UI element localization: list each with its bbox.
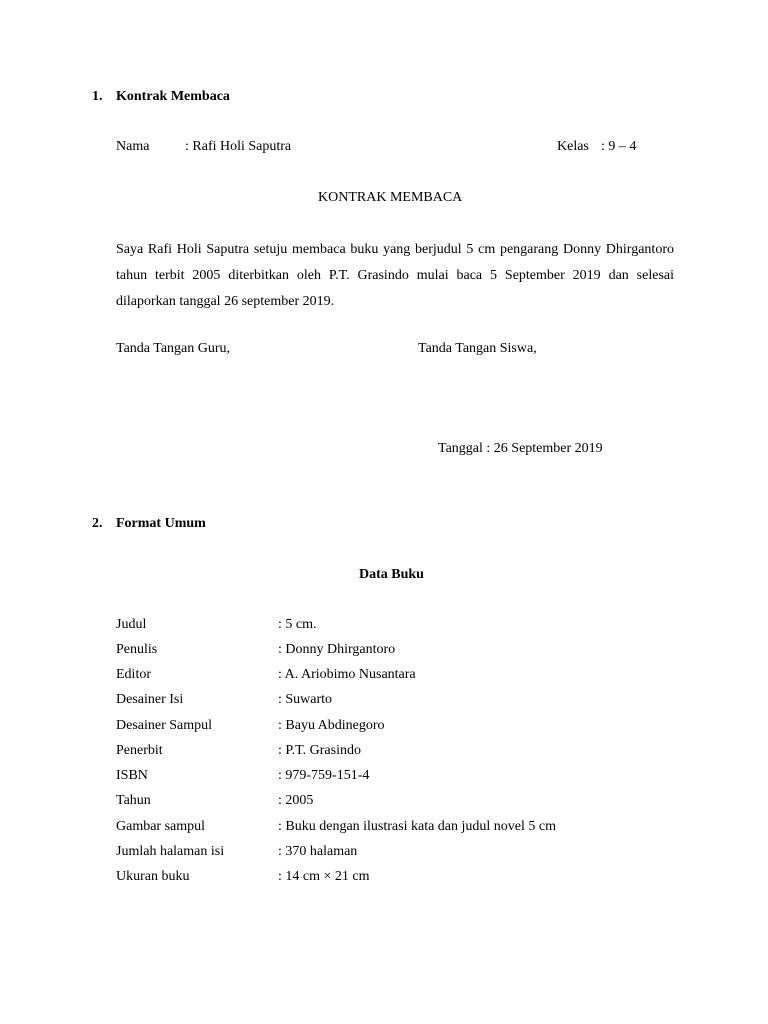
book-field-value: : Bayu Abdinegoro (278, 718, 385, 733)
teacher-signature-label: Tanda Tangan Guru, (116, 341, 231, 356)
book-field-value: : A. Ariobimo Nusantara (278, 667, 416, 682)
book-field-value: : 370 halaman (278, 844, 358, 859)
book-field-value: : 979-759-151-4 (278, 768, 370, 783)
contract-date: Tanggal : 26 September 2019 (438, 441, 603, 456)
book-field-label: Desainer Sampul (116, 718, 213, 733)
contract-heading: KONTRAK MEMBACA (318, 190, 463, 205)
book-field-label: Judul (116, 617, 147, 632)
book-field-label: ISBN (116, 768, 148, 783)
book-field-value: : 14 cm × 21 cm (278, 869, 370, 884)
book-field-label: Jumlah halaman isi (116, 844, 225, 859)
book-field-value: : Donny Dhirgantoro (278, 642, 396, 657)
book-field-label: Tahun (116, 793, 151, 808)
book-data-heading: Data Buku (359, 567, 424, 582)
book-field-label: Desainer Isi (116, 692, 184, 707)
contract-paragraph: Saya Rafi Holi Saputra setuju membaca buku yang berjudul 5 cm pengarang Donny Dhirgantoro tahun terbit 2005 diterbitkan oleh P.T. Grasindo mulai baca 5 September 2019 dan selesai dilaporkan tanggal 26 september 2019. (116, 242, 674, 309)
section-title-format-umum: Format Umum (116, 516, 206, 531)
book-field-label: Penerbit (116, 743, 163, 758)
name-value: : Rafi Holi Saputra (185, 139, 292, 154)
student-signature-label: Tanda Tangan Siswa, (418, 341, 537, 356)
book-field-value: : 5 cm. (278, 617, 317, 632)
book-field-label: Ukuran buku (116, 869, 190, 884)
section-number-2: 2. (92, 516, 103, 531)
section-number-1: 1. (92, 89, 103, 104)
book-field-label: Editor (116, 667, 151, 682)
book-field-value: : 2005 (278, 793, 314, 808)
class-value: : 9 – 4 (601, 139, 637, 154)
book-field-label: Gambar sampul (116, 819, 206, 834)
book-field-label: Penulis (116, 642, 158, 657)
book-field-value: : Suwarto (278, 692, 333, 707)
class-label: Kelas (557, 139, 589, 154)
book-field-value: : P.T. Grasindo (278, 743, 361, 758)
name-label: Nama (116, 139, 150, 154)
book-field-value: : Buku dengan ilustrasi kata dan judul novel 5 cm (278, 819, 557, 834)
section-title-kontrak-membaca: Kontrak Membaca (116, 89, 230, 104)
